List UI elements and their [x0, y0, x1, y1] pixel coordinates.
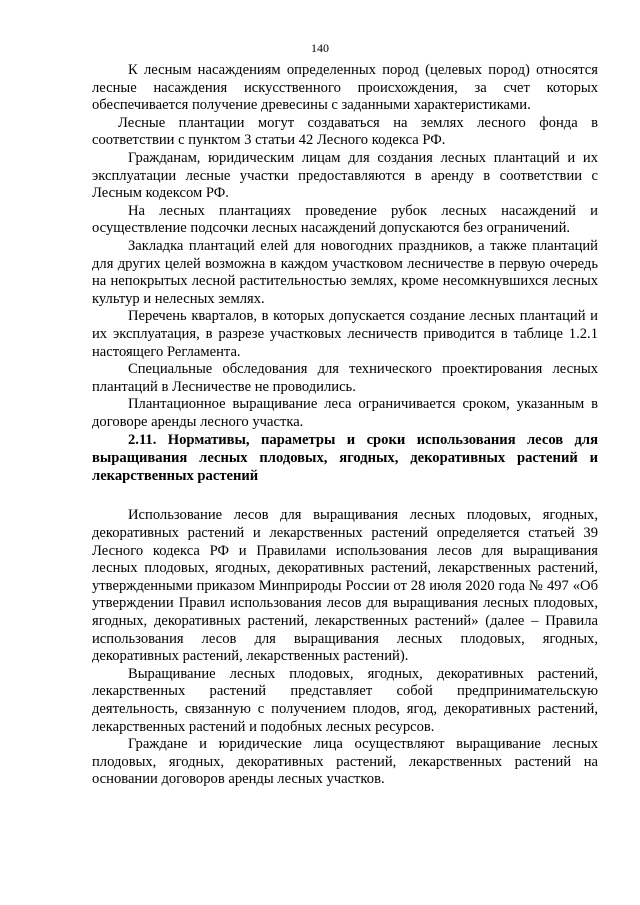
paragraph-business-activity: Выращивание лесных плодовых, ягодных, декоративных растений, лекарственных растений представляет собой предпринимательскую деятельность, связанную с получением плодов, ягод, декоративных растений, лекарственных растений и подобных лесных ресурсов.: [92, 665, 598, 735]
paragraph-special-surveys: Специальные обследования для технического проектирования лесных плантаций в Лесничестве не проводились.: [92, 361, 598, 395]
paragraph-plantation-term: Плантационное выращивание леса ограничивается сроком, указанным в договоре аренды лесного участка.: [92, 396, 598, 430]
paragraph-christmas-trees: Закладка плантаций елей для новогодних праздников, а также плантаций для других целей возможна в каждом участковом лесничестве в первую очередь на непокрытых лесной растительностью землях, кроме несомкнувшихся лесных культур и нелесных землях.: [92, 237, 598, 307]
section-heading-2-11: 2.11. Нормативы, параметры и сроки использования лесов для выращивания лесных плодовых, ягодных, декоративных растений и лекарственных растений: [92, 432, 598, 485]
page-number: 140: [311, 41, 329, 55]
page-content: [92, 62, 598, 789]
paragraph-usage-article-39: Использование лесов для выращивания лесных плодовых, ягодных, декоративных растений и лекарственных растений определяется статьей 39 Лесного кодекса РФ и Правилами использования лесов для выращивания лесных плодовых, ягодных, декоративных растений, лекарственных растений, утвержденными приказом Минприроды России от 28 июля 2020 года № 497 «Об утверждении Правил использования лесов для выращивания лесных плодовых, ягодных, декоративных растений, лекарственных растений» (далее – Правила использования лесов для выращивания лесных плодовых, ягодных, декоративных растений, лекарственных растений).: [92, 507, 598, 665]
paragraph-plantations-land: Лесные плантации могут создаваться на землях лесного фонда в соответствии с пунктом 3 статьи 42 Лесного кодекса РФ.: [92, 114, 598, 149]
paragraph-lease-basis: Граждане и юридические лица осуществляют выращивание лесных плодовых, ягодных, декоративных растений, лекарственных растений на основании договоров аренды лесных участков.: [92, 736, 598, 788]
paragraph-target-species: К лесным насаждениям определенных пород (целевых пород) относятся лесные насаждения искусственного происхождения, за счет которых обеспечивается получение древесины с заданными характеристиками.: [92, 62, 598, 114]
paragraph-lease-plantations: Гражданам, юридическим лицам для создания лесных плантаций и их эксплуатации лесные участки предоставляются в аренду в соответствии с Лесным кодексом РФ.: [92, 149, 598, 202]
paragraph-felling-tapping: На лесных плантациях проведение рубок лесных насаждений и осуществление подсочки лесных насаждений допускаются без ограничений.: [92, 202, 598, 237]
paragraph-quarters-list: Перечень кварталов, в которых допускается создание лесных плантаций и их эксплуатация, в разрезе участковых лесничеств приводится в таблице 1.2.1 настоящего Регламента.: [92, 308, 598, 360]
